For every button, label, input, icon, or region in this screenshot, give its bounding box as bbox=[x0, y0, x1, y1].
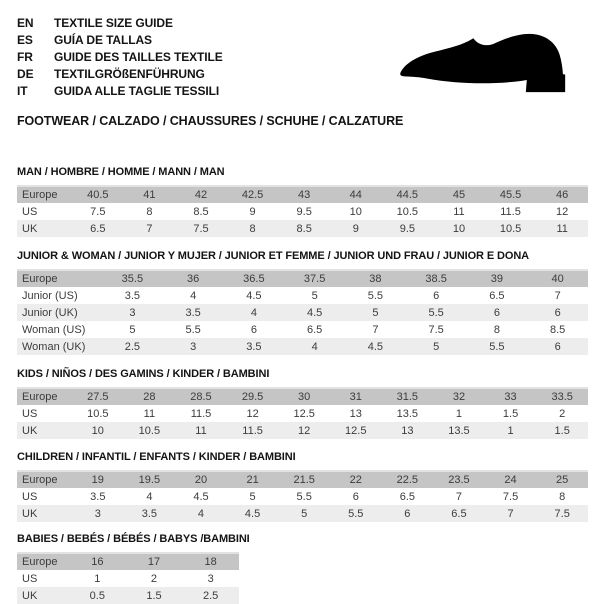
row-label: Junior (UK) bbox=[22, 306, 78, 319]
row-label: Woman (UK) bbox=[22, 340, 86, 353]
size-cell: 5.5 bbox=[489, 340, 505, 353]
size-cell: 5.5 bbox=[348, 507, 364, 520]
size-cell: 3.5 bbox=[246, 340, 262, 353]
language-title: TEXTILGRÖßENFÜHRUNG bbox=[54, 66, 205, 81]
size-cell: 1 bbox=[94, 572, 101, 585]
size-cell: 11 bbox=[556, 222, 568, 235]
size-cell: 2.5 bbox=[203, 589, 219, 602]
size-cell: 27.5 bbox=[87, 391, 109, 403]
table-row bbox=[17, 270, 588, 287]
size-cell: 0.5 bbox=[89, 589, 105, 602]
size-cell: 3.5 bbox=[124, 289, 141, 302]
size-table-section bbox=[17, 166, 588, 237]
size-cell: 7 bbox=[455, 490, 463, 503]
size-cell: 3 bbox=[190, 340, 197, 353]
size-cell: 21 bbox=[246, 474, 259, 486]
size-table-section bbox=[17, 250, 588, 355]
size-cell: 16 bbox=[91, 556, 104, 568]
size-cell: 3 bbox=[207, 572, 214, 585]
size-cell: 13.5 bbox=[448, 424, 470, 437]
size-cell: 6.5 bbox=[489, 289, 505, 302]
size-table-section bbox=[17, 451, 588, 522]
size-cell: 12.5 bbox=[293, 407, 315, 420]
dress-shoe-icon bbox=[393, 28, 579, 96]
table-row bbox=[17, 488, 588, 505]
size-cell: 40 bbox=[551, 273, 564, 285]
size-cell: 5 bbox=[129, 323, 136, 336]
size-cell: 3.5 bbox=[185, 306, 201, 319]
row-label: Europe bbox=[22, 273, 58, 285]
table-row bbox=[17, 422, 588, 439]
table-row bbox=[17, 587, 239, 604]
size-cell: 8 bbox=[146, 205, 153, 218]
size-cell: 7 bbox=[372, 323, 379, 336]
size-cell: 1.5 bbox=[146, 589, 162, 602]
size-cell: 1.5 bbox=[502, 407, 519, 420]
table-title: CHILDREN / INFANTIL / ENFANTS / KINDER / BAMBINI bbox=[17, 451, 296, 463]
size-cell: 4 bbox=[197, 507, 205, 520]
size-cell: 11 bbox=[143, 407, 156, 420]
size-cell: 10.5 bbox=[87, 407, 109, 420]
size-cell: 8.5 bbox=[193, 205, 209, 218]
size-cell: 7.5 bbox=[502, 490, 519, 503]
size-table bbox=[17, 552, 239, 604]
size-cell: 3 bbox=[94, 507, 101, 520]
size-cell: 6 bbox=[352, 490, 359, 503]
table-title: MAN / HOMBRE / HOMME / MANN / MAN bbox=[17, 166, 225, 178]
row-label: US bbox=[22, 205, 38, 218]
table-title: BABIES / BEBÉS / BÉBÉS / BABYS /BAMBINI bbox=[17, 533, 250, 545]
size-cell: 7.5 bbox=[90, 205, 106, 218]
size-cell: 12 bbox=[556, 205, 569, 218]
size-cell: 46 bbox=[556, 189, 569, 201]
size-table bbox=[17, 185, 588, 237]
language-title: TEXTILE SIZE GUIDE bbox=[54, 15, 173, 30]
size-cell: 3.5 bbox=[141, 507, 158, 520]
size-cell: 38.5 bbox=[425, 273, 447, 285]
size-cell: 6 bbox=[554, 340, 561, 353]
row-label: Europe bbox=[22, 556, 58, 568]
size-cell: 30 bbox=[298, 391, 311, 403]
language-code: ES bbox=[17, 32, 33, 47]
size-cell: 28 bbox=[143, 391, 156, 403]
size-cell: 10.5 bbox=[499, 222, 522, 235]
size-cell: 5 bbox=[372, 306, 379, 319]
size-cell: 13 bbox=[401, 424, 414, 437]
size-cell: 31.5 bbox=[396, 391, 419, 403]
size-cell: 31 bbox=[349, 391, 362, 403]
row-label: Europe bbox=[22, 474, 58, 486]
size-cell: 36 bbox=[187, 273, 200, 285]
size-cell: 4.5 bbox=[244, 507, 261, 520]
table-row bbox=[17, 287, 588, 304]
size-cell: 11.5 bbox=[190, 407, 212, 420]
size-cell: 8.5 bbox=[296, 222, 312, 235]
size-cell: 33.5 bbox=[551, 391, 573, 403]
language-title: GUÍA DE TALLAS bbox=[54, 32, 152, 47]
size-cell: 6.5 bbox=[90, 222, 106, 235]
size-cell: 21.5 bbox=[293, 474, 315, 486]
size-cell: 4 bbox=[311, 340, 318, 353]
size-cell: 38 bbox=[369, 273, 382, 285]
size-cell: 9.5 bbox=[399, 222, 415, 235]
language-code: IT bbox=[17, 83, 28, 98]
size-cell: 42 bbox=[194, 189, 208, 201]
size-cell: 10.5 bbox=[138, 424, 161, 437]
row-label: UK bbox=[22, 589, 38, 602]
size-cell: 1 bbox=[507, 424, 514, 437]
size-cell: 6.5 bbox=[451, 507, 467, 520]
table-row bbox=[17, 388, 588, 405]
size-cell: 32 bbox=[452, 391, 466, 403]
size-cell: 29.5 bbox=[241, 391, 264, 403]
size-cell: 40.5 bbox=[87, 189, 109, 201]
size-cell: 36.5 bbox=[243, 273, 265, 285]
size-cell: 37.5 bbox=[303, 273, 326, 285]
size-cell: 11 bbox=[453, 205, 465, 218]
size-cell: 19 bbox=[91, 474, 104, 486]
size-cell: 4 bbox=[190, 289, 197, 302]
table-row bbox=[17, 553, 239, 570]
size-cell: 6.5 bbox=[306, 323, 323, 336]
row-label: US bbox=[22, 572, 38, 585]
size-cell: 8 bbox=[559, 490, 566, 503]
size-cell: 9 bbox=[352, 222, 359, 235]
table-row bbox=[17, 203, 588, 220]
size-cell: 5 bbox=[433, 340, 440, 353]
size-tables bbox=[17, 166, 588, 604]
category-heading: FOOTWEAR / CALZADO / CHAUSSURES / SCHUHE / CALZATURE bbox=[17, 114, 404, 128]
size-cell: 7.5 bbox=[428, 323, 444, 336]
size-cell: 3.5 bbox=[90, 490, 106, 503]
language-code: FR bbox=[17, 49, 33, 64]
size-cell: 39 bbox=[490, 273, 503, 285]
size-cell: 6 bbox=[493, 306, 500, 319]
size-cell: 42.5 bbox=[241, 189, 264, 201]
size-cell: 45.5 bbox=[499, 189, 522, 201]
size-cell: 3 bbox=[129, 306, 136, 319]
size-cell: 7.5 bbox=[554, 507, 570, 520]
size-cell: 4.5 bbox=[367, 340, 384, 353]
size-table bbox=[17, 387, 588, 439]
size-cell: 5 bbox=[301, 507, 308, 520]
size-cell: 22 bbox=[349, 474, 362, 486]
language-code: DE bbox=[17, 66, 34, 81]
size-cell: 6 bbox=[433, 289, 440, 302]
size-cell: 4 bbox=[250, 306, 257, 319]
size-cell: 6 bbox=[404, 507, 411, 520]
table-row bbox=[17, 570, 239, 587]
size-cell: 28.5 bbox=[190, 391, 212, 403]
row-label: Woman (US) bbox=[22, 323, 86, 336]
row-label: UK bbox=[22, 507, 38, 520]
row-label: US bbox=[22, 490, 38, 503]
row-label: Junior (US) bbox=[22, 289, 78, 302]
size-cell: 12 bbox=[298, 424, 311, 437]
size-cell: 44 bbox=[349, 189, 362, 201]
size-cell: 5.5 bbox=[367, 289, 384, 302]
size-cell: 11.5 bbox=[500, 205, 521, 218]
size-cell: 25 bbox=[556, 474, 569, 486]
language-title: GUIDE DES TAILLES TEXTILE bbox=[54, 49, 223, 64]
size-table-section bbox=[17, 368, 588, 439]
size-cell: 8.5 bbox=[549, 323, 566, 336]
table-row bbox=[17, 505, 588, 522]
size-cell: 9 bbox=[249, 205, 256, 218]
size-cell: 11.5 bbox=[242, 424, 263, 437]
row-label: Europe bbox=[22, 189, 58, 201]
size-cell: 35.5 bbox=[121, 273, 144, 285]
size-cell: 10 bbox=[452, 222, 466, 235]
size-table-section bbox=[17, 533, 588, 604]
size-cell: 6.5 bbox=[399, 490, 415, 503]
size-cell: 1.5 bbox=[554, 424, 570, 437]
size-cell: 7 bbox=[146, 222, 153, 235]
table-row bbox=[17, 338, 588, 355]
size-cell: 13 bbox=[349, 407, 362, 420]
size-cell: 5.5 bbox=[185, 323, 201, 336]
size-cell: 5 bbox=[311, 289, 318, 302]
table-row bbox=[17, 321, 588, 338]
size-table bbox=[17, 470, 588, 522]
table-row bbox=[17, 471, 588, 488]
size-cell: 11 bbox=[195, 424, 207, 437]
table-row bbox=[17, 220, 588, 237]
size-cell: 2.5 bbox=[124, 340, 141, 353]
size-cell: 2 bbox=[559, 407, 566, 420]
size-cell: 10 bbox=[349, 205, 362, 218]
size-cell: 43 bbox=[298, 189, 311, 201]
size-cell: 7 bbox=[554, 289, 561, 302]
size-cell: 17 bbox=[147, 556, 161, 568]
size-cell: 4.5 bbox=[306, 306, 323, 319]
size-cell: 13.5 bbox=[396, 407, 419, 420]
size-cell: 4.5 bbox=[246, 289, 262, 302]
size-cell: 7.5 bbox=[193, 222, 209, 235]
size-cell: 19.5 bbox=[138, 474, 161, 486]
size-cell: 6 bbox=[554, 306, 561, 319]
size-cell: 44.5 bbox=[396, 189, 419, 201]
size-table bbox=[17, 269, 588, 355]
row-label: UK bbox=[22, 424, 38, 437]
size-cell: 33 bbox=[504, 391, 517, 403]
size-cell: 22.5 bbox=[396, 474, 419, 486]
size-cell: 45 bbox=[452, 189, 466, 201]
size-cell: 41 bbox=[143, 189, 156, 201]
size-cell: 20 bbox=[194, 474, 208, 486]
size-cell: 5.5 bbox=[296, 490, 312, 503]
size-cell: 7 bbox=[507, 507, 514, 520]
size-cell: 2 bbox=[150, 572, 158, 585]
row-label: UK bbox=[22, 222, 38, 235]
size-cell: 10.5 bbox=[396, 205, 419, 218]
header bbox=[17, 14, 588, 128]
table-row bbox=[17, 304, 588, 321]
size-cell: 8 bbox=[493, 323, 500, 336]
table-title: JUNIOR & WOMAN / JUNIOR Y MUJER / JUNIOR ET FEMME / JUNIOR UND FRAU / JUNIOR E DONA bbox=[17, 250, 530, 262]
size-cell: 4.5 bbox=[193, 490, 209, 503]
row-label: US bbox=[22, 407, 38, 420]
size-cell: 18 bbox=[204, 556, 217, 568]
size-cell: 6 bbox=[250, 323, 257, 336]
size-cell: 12.5 bbox=[345, 424, 367, 437]
size-cell: 5 bbox=[249, 490, 256, 503]
table-row bbox=[17, 186, 588, 203]
language-title: GUIDA ALLE TAGLIE TESSILI bbox=[54, 83, 220, 98]
size-cell: 23.5 bbox=[448, 474, 470, 486]
size-cell: 10 bbox=[91, 424, 104, 437]
size-cell: 9.5 bbox=[296, 205, 312, 218]
table-row bbox=[17, 405, 588, 422]
language-code: EN bbox=[17, 15, 34, 30]
size-cell: 8 bbox=[249, 222, 256, 235]
size-cell: 12 bbox=[246, 407, 259, 420]
size-cell: 1 bbox=[455, 407, 463, 420]
row-label: Europe bbox=[22, 391, 58, 403]
size-cell: 4 bbox=[146, 490, 153, 503]
size-cell: 5.5 bbox=[428, 306, 444, 319]
table-title: KIDS / NIÑOS / DES GAMINS / KINDER / BAMBINI bbox=[17, 368, 270, 380]
size-cell: 24 bbox=[504, 474, 517, 486]
